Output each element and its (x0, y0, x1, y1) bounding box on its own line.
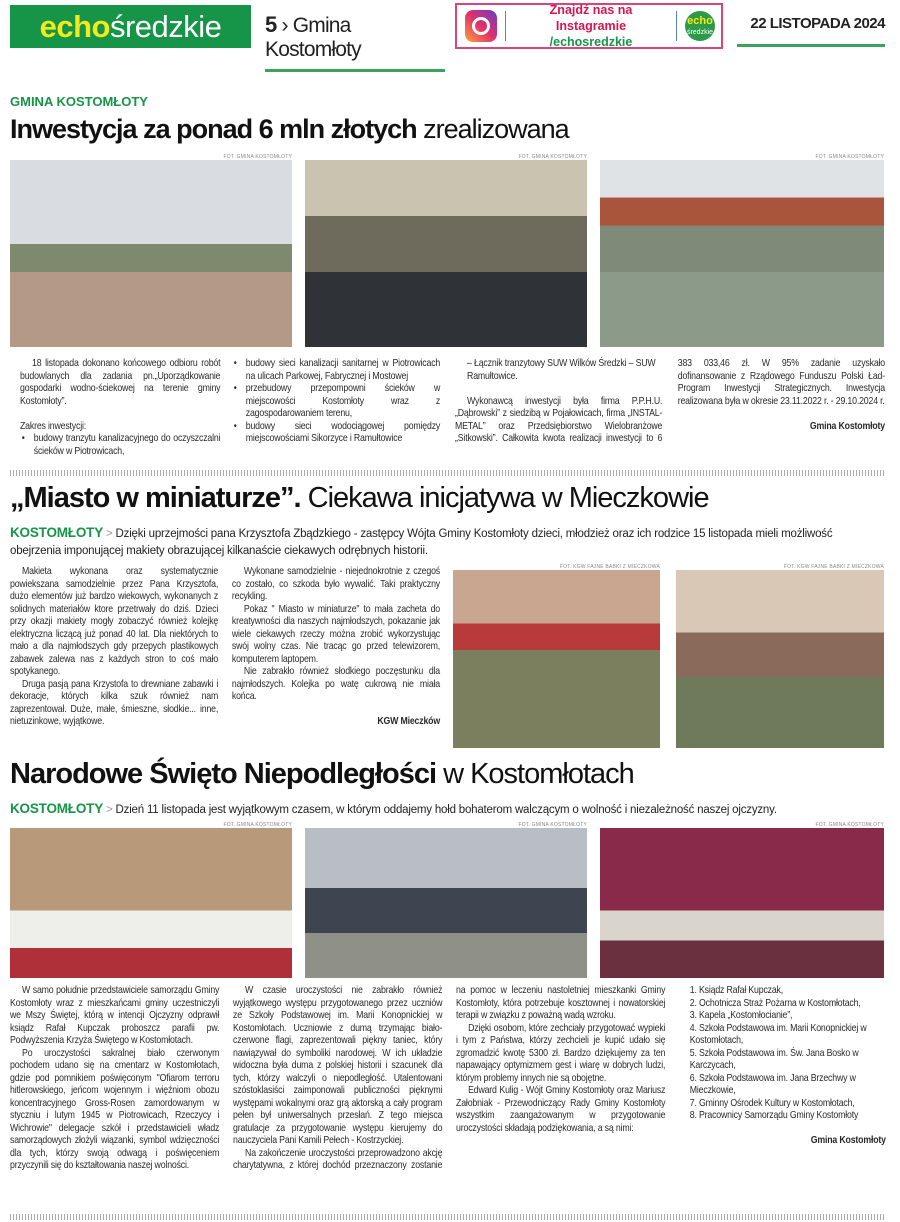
photo-church-mass (10, 828, 292, 978)
article3-signature: Gmina Kostomłoty (810, 1135, 886, 1146)
issue-date: 22 LISTOPADA 2024 (737, 15, 885, 47)
article3-lead: KOSTOMŁOTY > Dzień 11 listopada jest wyjątkowym czasem, w którym oddajemy hołd bohaterom walczącym o wolność i niezależność naszej ojczyzny. (10, 801, 777, 816)
instagram-banner[interactable]: Znajdź nas na Instagramie /echosredzkie echo średzkie (455, 3, 723, 49)
list-item: 3. Kapela „Kostomłocianie”, (689, 1010, 793, 1021)
list-item: 5. Szkoła Podstawowa im. Św. Jana Bosko w Karczycach, (689, 1047, 859, 1071)
article2-lead: KOSTOMŁOTY > Dzięki uprzejmości pana Krzysztofa Zbądzkiego - zastępcy Wójta Gminy Kostomłoty dzieci, młodzież oraz ich rodzice 15 listopada mieli możliwość obejrzenia imponującej makiety obrazującej kilkanaście ciekawych odrębnych historii. (10, 525, 833, 557)
article2-title: „Miasto w miniaturze”. Ciekawa inicjatywa w Mieczkowie (10, 482, 709, 514)
list-item: 4. Szkoła Podstawowa im. Marii Konopnickiej w Kostomłotach, (689, 1022, 867, 1046)
photo-model-railway (453, 570, 660, 748)
photo-credit: FOT. GMINA KOSTOMŁOTY (518, 154, 587, 160)
article1-title: Inwestycja za ponad 6 mln złotych zrealizowana (10, 114, 569, 144)
photo-credit: FOT. KGW FAJNE BABKI Z MIECZKOWA (783, 564, 884, 570)
logo: echo średzkie (10, 5, 251, 48)
article1-signature: Gmina Kostomłoty (809, 420, 885, 432)
photo-credit: FOT. KGW FAJNE BABKI Z MIECZKOWA (559, 564, 660, 570)
divider (10, 470, 885, 476)
photo-pumping-station (10, 160, 292, 347)
list-item: 8. Pracownicy Samorządu Gminy Kostomłoty (689, 1110, 859, 1121)
article1-col1: 18 listopada dokonano końcowego odbioru robót budowlanych dla zadania pn.„Uporządkowanie gospodarki wodno-ściekowej na terenie gminy Kostomłoty”. Zakres inwestycji: • budowy tranzytu kanalizacyjnego do oczyszczalni ścieków w Piotrowicach, (20, 358, 220, 458)
article3-title: Narodowe Święto Niepodległości w Kostomłotach (10, 758, 634, 790)
page-number: 5 (265, 12, 277, 37)
list-item: 7. Gminny Ośrodek Kultury w Kostomłotach, (689, 1097, 855, 1109)
echo-badge-icon: echo średzkie (685, 11, 715, 41)
photo-school-performance (600, 828, 884, 978)
divider (10, 1214, 885, 1220)
photo-credit: FOT. GMINA KOSTOMŁOTY (518, 822, 587, 828)
list-item: 2. Ochotnicza Straż Pożarna w Kostomłotach, (689, 997, 861, 1009)
photo-credit: FOT. GMINA KOSTOMŁOTY (815, 822, 884, 828)
article2-signature: KGW Mieczków (377, 716, 440, 727)
article1-kicker: GMINA KOSTOMŁOTY (10, 94, 148, 109)
photo-cemetery-ceremony (305, 828, 587, 978)
photo-credit: FOT. GMINA KOSTOMŁOTY (815, 154, 884, 160)
article3-thanks (676, 985, 886, 1148)
instagram-icon (465, 10, 497, 42)
photo-credit: FOT. GMINA KOSTOMŁOTY (223, 822, 292, 828)
photo-credit: FOT. GMINA KOSTOMŁOTY (223, 154, 292, 160)
article2-body: Makieta wykonana oraz systematycznie powiekszana samodzielnie przez Pana Krzysztofa, dużo elementów już bardzo wiekowych, wykonanych z solidnych materiałów ktore przetrwały do dziś. Dzieci przy okazji makiety mogły zobaczyć również kolejkę elektryczna liczącą już ponad 40 lat. Dla niektórych to mało a dla najmłodszych gdy przepych plastikowych zabawek zalewa nas z każdych stron to coś mało spotykanego. Druga pasją pana Krzystofa to drewniane zabawki i dekoracje, których kilka szuk również nam zaprezentował. Duże, małe, śmieszne, słodkie... inne, nietuzinkowe, wyjątkowe. Wykonane samodzielnie - niejednokrotnie z czegoś co zostało, co szkoda było wywalić. Taki praktyczny recykling. Pokaz " Miasto w miniaturze" to mała zacheta do kreatywności dla naszych najmłodszych, pokazanie jak wiele ciekawych rzeczy można zrobić wykorzystując swój wolny czas. Nie tracąc go przed telewizorem, komputerem laptopem. Nie zabrakło również słodkiego poczęstunku dla najmłodszych. Kolejka po watę cukrową nie miała końca. KGW Mieczków (10, 566, 440, 727)
photo-officials-at-station (305, 160, 587, 347)
article3-body: W samo południe przedstawiciele samorządu Gminy Kostomłoty wraz z mieszkańcami gminy uczestniczyli we Mszy Świętej, którą w intencji Ojczyzny odprawił ksiądz Rafał Kupczak proboszcz parafii pw. Podwyższenia Krzyża Świętego w Kostomłotach. Po uroczystości sakralnej biało czerwonym pochodem udano się na cmentarz w Kostomłotach, gdzie pod pomnikiem poświęconym "Ofiarom terroru hitlerowskiego, jeńcom wojennym i więźniom obozu koncentracyjnego Gross-Rosen zamordowanym w styczniu i lutym 1945 w Piotrowicach, Rzeczycy i Wichrowie" delegacje szkół i przedstawicieli władz samorządowych złożyli wiązanki, symbol wdzięczności dla tych, którzy swoją odwagą i poświęceniem przyczynili się do kształtowania naszej wolności. W czasie uroczystości nie zabrakło również wyjątkowego występu przygotowanego przez uczniów ze Szkoły Podstawowej im. Marii Konopnickiej w Kostomłotach. Uczniowie z dumą trzymając biało-czerwone flagi, zaprezentowali piękny taniec, który nawiązywał do symboliki narodowej. W ich układzie widoczna była duma z polskiej historii i szacunek dla tych, którzy walczyli o niepodległość. Utalentowani szóstoklasiści zaimponowali publiczności pięknymi występami wokalnymi oraz grą aktorską a cały program pełen był uniwersalnych przesłań. Z tego miejsca gratulacje za przygotowanie występu kierujemy do nauczyciela Pani Kamili Pełech - Kostrzyckiej. Na zakończenie uroczystości przeprowadzono akcję charytatywna, z której dochód przeznaczony zostanie na pomoc w leczeniu nastoletniej mieszkanki Gminy Kostomłoty, która potrzebuje kosztownej i nowatorskiej terapii w związku z poważną wadą wzroku. Dzięki osobom, które zechciały przygotować wypieki i tym z Państwa, którzy zechcieli je kupić udało się zgromadzić kwotę 5300 zł. Bardzo dziękujemy za ten napawający optymizmem gest i wiarę w dobrych ludzi, którym problemy innych nie są obojętne. Edward Kulig - Wójt Gminy Kostomłoty oraz Mariusz Załobniak - Przewodniczący Rady Gminy Kostomłoty wszystkim zaangażowanym w przygotowanie uroczystości składają podziękowania, a są nimi: (10, 985, 666, 1171)
article1-col2: • budowy sieci kanalizacji sanitarnej w Piotrowicach na ulicach Parkowej, Fabrycznej i Mostowej • przebudowy przepompowni ścieków w miejscowości Kostomłoty wraz z zagospodarowaniem terenu, • budowy sieci wodociągowej pomiędzy miejscowościami Sikorzyce i Ramułtowice (232, 358, 440, 446)
article1-col3: – Łącznik tranzytowy SUW Wilków Średzki – SUW Ramułtowice. Wykonawcą inwestycji była firma P.P.H.U. „Dąbrowski” z siedzibą w Pojałowicach, firma „INSTAL-METAL” oraz Przedsiębiorstwo Wielobranżowe „Sitkowski”. Całkowita kwota realizacji inwestycji to 6 383 033,46 zł. W 95% zadanie uzyskało dofinansowanie z Rządowego Funduszu Polski Ład- Program Inwestycji Strategicznych. Inwestycja realizowana była w okresie 23.11.2022 r. - 29.10.2024 r. Gmina Kostomłoty (455, 358, 885, 444)
page-section: 5 › Gmina Kostomłoty (265, 12, 445, 72)
list-item: 1. Ksiądz Rafał Kupczak, (689, 985, 784, 996)
photo-fenced-facility (600, 160, 884, 347)
photo-children-at-model (676, 570, 884, 748)
list-item: 6. Szkoła Podstawowa im. Jana Brzechwy w Mieczkowie, (689, 1072, 856, 1096)
